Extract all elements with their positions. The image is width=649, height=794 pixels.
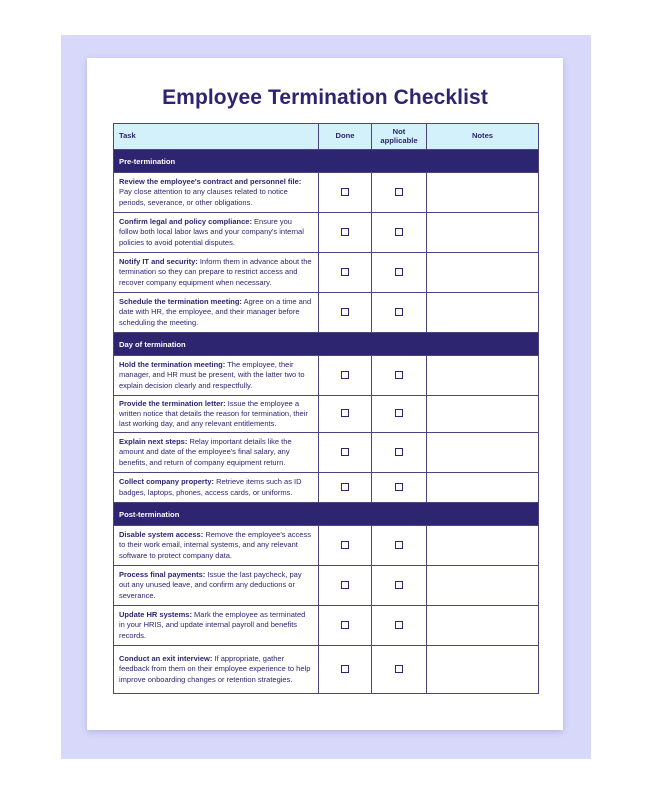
- not-applicable-cell: [372, 606, 427, 646]
- task-cell: [114, 606, 319, 646]
- task-description: Agree on a time and date with HR, the employee, and their manager before scheduling the meeting.: [119, 297, 312, 327]
- not-applicable-checkbox[interactable]: [395, 268, 403, 276]
- done-cell: [319, 473, 372, 503]
- table-row: [114, 293, 539, 333]
- task-heading: Explain next steps:: [119, 437, 188, 447]
- done-cell: [319, 433, 372, 473]
- task-description: Relay important details like the amount and date of the employee's final salary, any benefits, and return of company equipment return.: [119, 437, 292, 467]
- table-row: [114, 526, 539, 566]
- not-applicable-checkbox[interactable]: [395, 665, 403, 673]
- done-checkbox[interactable]: [341, 188, 349, 196]
- not-applicable-cell: [372, 293, 427, 333]
- done-checkbox[interactable]: [341, 268, 349, 276]
- task-description: Inform them in advance about the termination so they can prepare to restrict access and recover company equipment when necessary.: [119, 257, 312, 287]
- header-row: [114, 124, 539, 150]
- done-checkbox[interactable]: [341, 448, 349, 456]
- not-applicable-cell: [372, 213, 427, 253]
- task-cell: [114, 526, 319, 566]
- section-title: Pre-termination: [114, 150, 539, 173]
- table-row: [114, 253, 539, 293]
- section-row: [114, 333, 539, 356]
- task-heading: Schedule the termination meeting:: [119, 297, 242, 307]
- notes-cell[interactable]: [427, 473, 539, 503]
- notes-cell[interactable]: [427, 253, 539, 293]
- not-applicable-checkbox[interactable]: [395, 228, 403, 236]
- not-applicable-checkbox[interactable]: [395, 448, 403, 456]
- done-checkbox[interactable]: [341, 541, 349, 549]
- task-heading: Process final payments:: [119, 570, 206, 580]
- done-cell: [319, 356, 372, 396]
- done-cell: [319, 213, 372, 253]
- not-applicable-checkbox[interactable]: [395, 621, 403, 629]
- done-checkbox[interactable]: [341, 665, 349, 673]
- done-cell: [319, 566, 372, 606]
- section-title: Post-termination: [114, 503, 539, 526]
- task-description: Ensure you follow both local labor laws and your company's internal policies to avoid potential disputes.: [119, 217, 304, 247]
- notes-cell[interactable]: [427, 526, 539, 566]
- task-cell: [114, 356, 319, 396]
- not-applicable-checkbox[interactable]: [395, 409, 403, 417]
- task-cell: [114, 293, 319, 333]
- table-row: [114, 473, 539, 503]
- done-checkbox[interactable]: [341, 371, 349, 379]
- not-applicable-cell: [372, 253, 427, 293]
- table-row: [114, 433, 539, 473]
- table-row: [114, 566, 539, 606]
- done-cell: [319, 293, 372, 333]
- not-applicable-checkbox[interactable]: [395, 308, 403, 316]
- notes-cell[interactable]: [427, 566, 539, 606]
- task-cell: [114, 473, 319, 503]
- task-heading: Hold the termination meeting:: [119, 360, 226, 370]
- table-row: [114, 396, 539, 433]
- task-description: Remove the employee's access to their work email, internal systems, and any relevant software to protect company data.: [119, 530, 311, 560]
- done-cell: [319, 646, 372, 694]
- done-checkbox[interactable]: [341, 409, 349, 417]
- table-row: [114, 173, 539, 213]
- task-cell: [114, 173, 319, 213]
- document-title: Employee Termination Checklist: [162, 86, 488, 109]
- task-heading: Review the employee's contract and personnel file:: [119, 177, 302, 187]
- notes-cell[interactable]: [427, 213, 539, 253]
- header-task: Task: [114, 124, 319, 150]
- task-cell: [114, 646, 319, 694]
- not-applicable-cell: [372, 433, 427, 473]
- notes-cell[interactable]: [427, 606, 539, 646]
- table-row: [114, 606, 539, 646]
- done-cell: [319, 253, 372, 293]
- task-heading: Notify IT and security:: [119, 257, 198, 267]
- document-page: [87, 58, 563, 730]
- task-heading: Disable system access:: [119, 530, 204, 540]
- not-applicable-cell: [372, 473, 427, 503]
- table-row: [114, 213, 539, 253]
- header-notes: Notes: [427, 124, 539, 150]
- not-applicable-cell: [372, 646, 427, 694]
- done-cell: [319, 396, 372, 433]
- task-cell: [114, 433, 319, 473]
- not-applicable-cell: [372, 396, 427, 433]
- task-description: Issue the employee a written notice that details the reason for termination, their last working day, and any relevant entitlements.: [119, 398, 308, 429]
- task-heading: Confirm legal and policy compliance:: [119, 217, 252, 227]
- section-title: Day of termination: [114, 333, 539, 356]
- task-description: The employee, their manager, and HR must be present, with the latter two to explain decision clearly and respectfully.: [119, 360, 305, 390]
- not-applicable-cell: [372, 173, 427, 213]
- task-cell: [114, 566, 319, 606]
- done-cell: [319, 173, 372, 213]
- section-row: [114, 503, 539, 526]
- not-applicable-cell: [372, 566, 427, 606]
- done-checkbox[interactable]: [341, 581, 349, 589]
- task-description: Issue the last paycheck, pay out any unused leave, and confirm any deductions or severance.: [119, 570, 302, 600]
- task-heading: Conduct an exit interview:: [119, 654, 213, 664]
- done-cell: [319, 526, 372, 566]
- not-applicable-checkbox[interactable]: [395, 541, 403, 549]
- not-applicable-checkbox[interactable]: [395, 483, 403, 491]
- header-done: Done: [319, 124, 372, 150]
- task-description: If appropriate, gather feedback from them on their employee experience to help improve onboarding changes or retention strategies.: [119, 654, 311, 684]
- notes-cell[interactable]: [427, 646, 539, 694]
- task-description: Mark the employee as terminated in your HRIS, and update internal payroll and benefits records.: [119, 610, 306, 640]
- header-not-applicable: [372, 124, 427, 150]
- done-checkbox[interactable]: [341, 621, 349, 629]
- task-description: Pay close attention to any clauses related to notice periods, severance, or other obligations.: [119, 187, 288, 207]
- not-applicable-checkbox[interactable]: [395, 581, 403, 589]
- task-heading: Collect company property:: [119, 477, 215, 487]
- section-row: [114, 150, 539, 173]
- task-description: Retrieve items such as ID badges, laptops, phones, access cards, or uniforms.: [119, 477, 302, 497]
- task-heading: Update HR systems:: [119, 610, 192, 620]
- not-applicable-checkbox[interactable]: [395, 188, 403, 196]
- done-cell: [319, 606, 372, 646]
- header-not-applicable-label: Not applicable: [380, 126, 418, 145]
- task-cell: [114, 396, 319, 433]
- task-heading: Provide the termination letter:: [119, 398, 226, 408]
- not-applicable-checkbox[interactable]: [395, 371, 403, 379]
- not-applicable-cell: [372, 356, 427, 396]
- notes-cell[interactable]: [427, 356, 539, 396]
- task-cell: [114, 213, 319, 253]
- table-row: [114, 646, 539, 694]
- notes-cell[interactable]: [427, 433, 539, 473]
- notes-cell[interactable]: [427, 396, 539, 433]
- done-checkbox[interactable]: [341, 308, 349, 316]
- done-checkbox[interactable]: [341, 228, 349, 236]
- notes-cell[interactable]: [427, 173, 539, 213]
- task-cell: [114, 253, 319, 293]
- checklist-table: [113, 123, 539, 694]
- done-checkbox[interactable]: [341, 483, 349, 491]
- not-applicable-cell: [372, 526, 427, 566]
- table-row: [114, 356, 539, 396]
- notes-cell[interactable]: [427, 293, 539, 333]
